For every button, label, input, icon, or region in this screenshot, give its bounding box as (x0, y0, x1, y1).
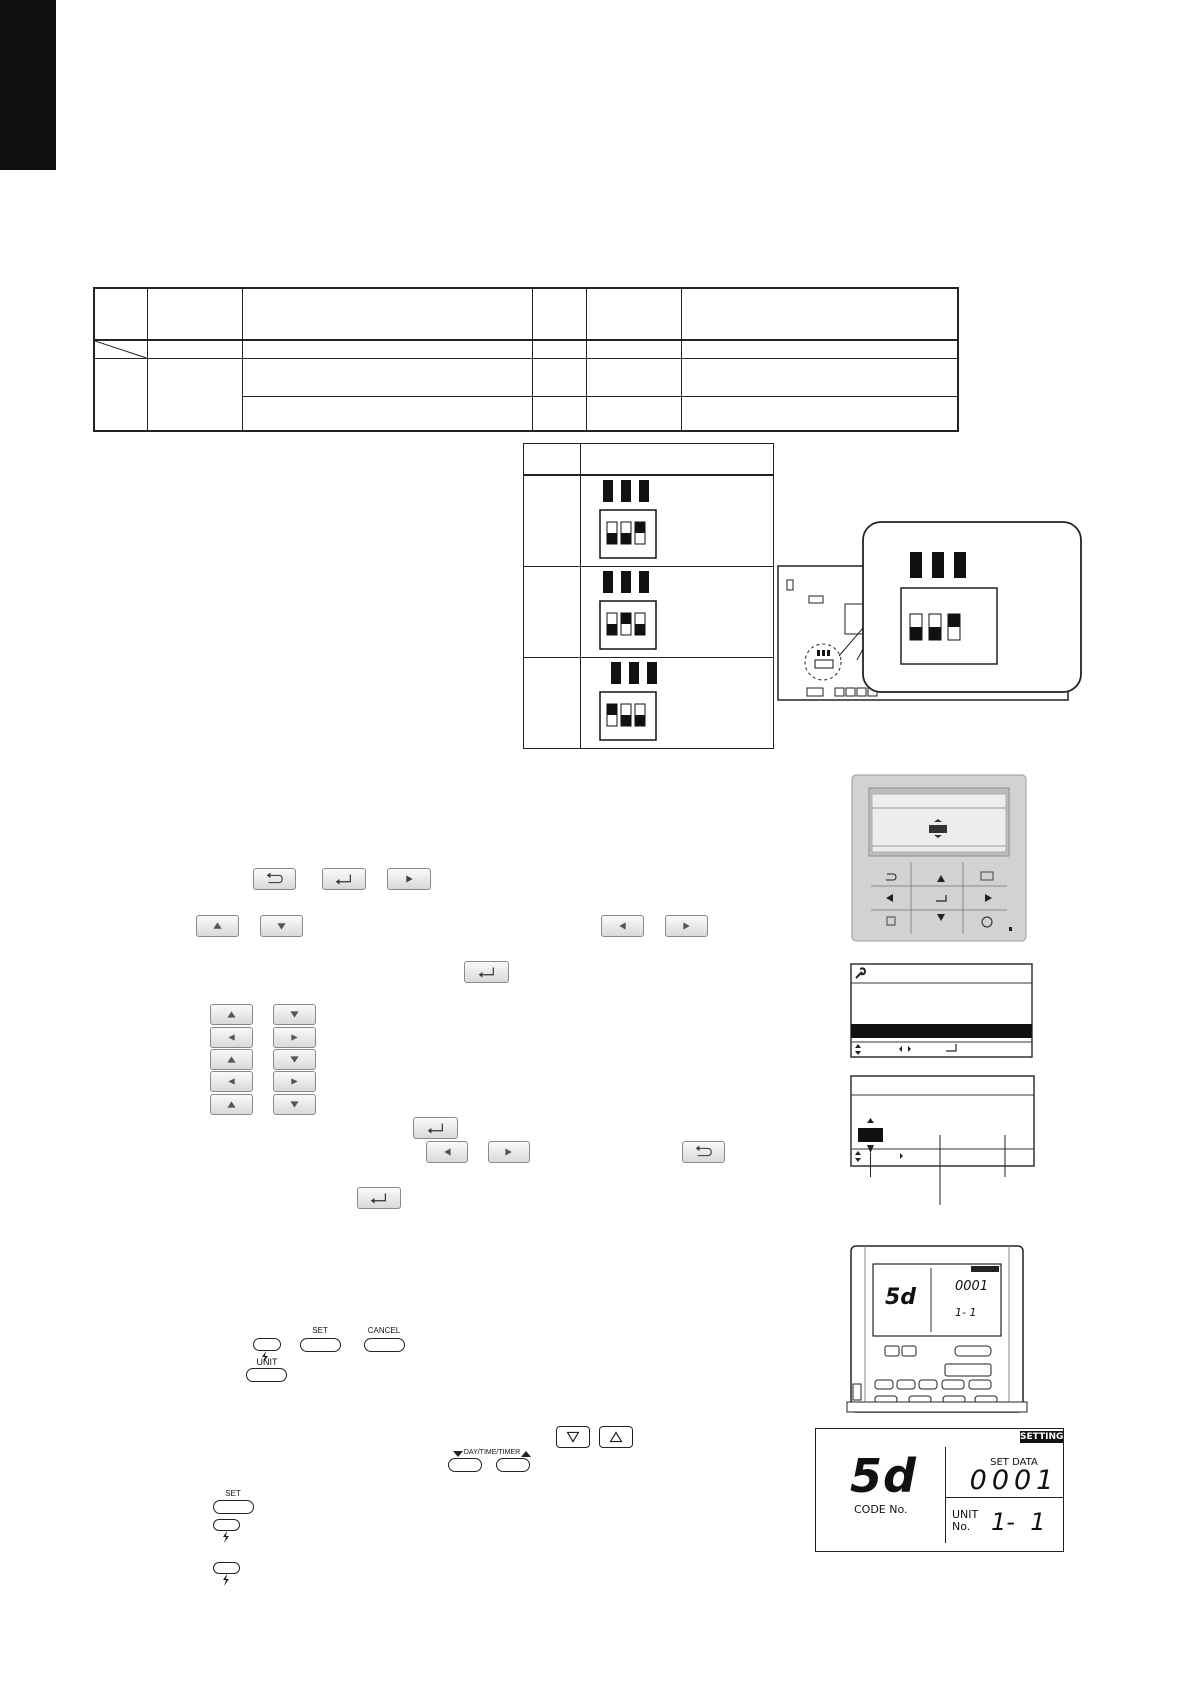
down-triangle-key[interactable] (556, 1426, 590, 1448)
diagonal-cell (94, 340, 147, 359)
right-arrow-icon (274, 1072, 315, 1091)
set-key-label: SET (312, 1326, 328, 1335)
back-icon (254, 869, 295, 889)
table-header-row (94, 288, 958, 340)
table-row (524, 567, 774, 658)
table-row (524, 658, 774, 749)
day-time-timer-up-key[interactable] (496, 1458, 530, 1472)
down-key[interactable] (273, 1094, 316, 1115)
down-arrow-icon (274, 1005, 315, 1024)
table-row (524, 475, 774, 567)
enter-icon (358, 1188, 400, 1208)
enter-icon (465, 962, 508, 982)
enter-key[interactable] (322, 868, 366, 890)
code-number-value: 5d (850, 1449, 917, 1503)
right-key[interactable] (387, 868, 431, 890)
up-key[interactable] (210, 1094, 253, 1115)
svg-text:1- 1: 1- 1 (955, 1306, 977, 1319)
dip-switch-setting-1 (599, 480, 669, 560)
lcd-setting-screen (850, 1075, 1035, 1215)
down-arrow-icon (274, 1050, 315, 1069)
back-icon (683, 1142, 724, 1162)
unit-key[interactable] (246, 1368, 287, 1382)
up-arrow-icon (211, 1095, 252, 1114)
lightning-icon (221, 1531, 231, 1543)
enter-icon (323, 869, 365, 889)
table-row (94, 340, 958, 359)
right-arrow-icon (274, 1028, 315, 1047)
unit-number-value: 1- 1 (991, 1508, 1046, 1536)
set-key[interactable] (213, 1500, 254, 1514)
right-key[interactable] (273, 1027, 316, 1048)
down-key[interactable] (273, 1049, 316, 1070)
table-header-row (524, 444, 774, 476)
right-key[interactable] (488, 1141, 530, 1163)
set-data-label: SET DATA (990, 1457, 1038, 1468)
check-key[interactable] (213, 1562, 240, 1574)
lcd-divider (945, 1497, 1063, 1498)
enter-key[interactable] (464, 961, 509, 983)
svg-text:0001: 0001 (955, 1279, 989, 1294)
day-time-timer-label: DAY/TIME/TIMER (463, 1449, 521, 1456)
spec-table (93, 287, 959, 432)
enter-icon (414, 1118, 457, 1138)
unit-number-label: No. (952, 1520, 971, 1533)
enter-key[interactable] (357, 1187, 401, 1209)
set-key-label: SET (225, 1489, 241, 1498)
up-key[interactable] (210, 1004, 253, 1025)
lcd-divider (945, 1447, 946, 1543)
down-arrow-icon (261, 916, 302, 936)
left-arrow-icon (211, 1072, 252, 1091)
lcd-menu-screen (850, 963, 1033, 1058)
table-row (94, 359, 958, 397)
wired-remote-lcd-closeup (815, 1428, 1064, 1552)
right-key[interactable] (273, 1071, 316, 1092)
right-key[interactable] (665, 915, 708, 937)
section-tab (0, 0, 56, 170)
enter-key[interactable] (413, 1117, 458, 1139)
left-key[interactable] (601, 915, 644, 937)
left-key[interactable] (210, 1071, 253, 1092)
left-arrow-icon (427, 1142, 467, 1162)
code-number-label: CODE No. (854, 1503, 908, 1516)
unit-key-label: UNIT (256, 1357, 278, 1367)
pcb-zoom-diagram (775, 520, 1085, 705)
left-arrow-icon (211, 1028, 252, 1047)
svg-text:5d: 5d (885, 1285, 917, 1310)
right-arrow-icon (388, 869, 430, 889)
down-key[interactable] (273, 1004, 316, 1025)
down-key[interactable] (260, 915, 303, 937)
back-key[interactable] (253, 868, 296, 890)
set-data-value: 0001 (969, 1465, 1059, 1496)
up-triangle-key[interactable] (599, 1426, 633, 1448)
set-key[interactable] (300, 1338, 341, 1352)
day-time-timer-down-key[interactable] (448, 1458, 482, 1472)
left-key[interactable] (210, 1027, 253, 1048)
lightning-icon (221, 1574, 231, 1586)
left-arrow-icon (602, 916, 643, 936)
unit-label: UNIT (952, 1508, 979, 1521)
left-key[interactable] (426, 1141, 468, 1163)
right-arrow-icon (489, 1142, 529, 1162)
remote-controller-illustration (851, 774, 1027, 942)
cancel-key[interactable] (364, 1338, 405, 1352)
dip-switch-table (523, 443, 774, 749)
check-key[interactable] (213, 1519, 240, 1531)
check-key[interactable] (253, 1338, 281, 1351)
down-arrow-icon (557, 1427, 589, 1447)
dip-switch-setting-3 (599, 662, 679, 742)
back-key[interactable] (682, 1141, 725, 1163)
up-key[interactable] (196, 915, 239, 937)
down-arrow-icon (274, 1095, 315, 1114)
up-arrow-icon (600, 1427, 632, 1447)
cancel-key-label: CANCEL (367, 1326, 401, 1335)
dip-switch-setting-2 (599, 571, 669, 651)
up-arrow-icon (197, 916, 238, 936)
setting-badge: SETTING (1020, 1432, 1064, 1442)
right-arrow-icon (666, 916, 707, 936)
up-arrow-icon (211, 1005, 252, 1024)
up-arrow-icon (211, 1050, 252, 1069)
wired-remote-controller-b (845, 1244, 1028, 1414)
up-key[interactable] (210, 1049, 253, 1070)
